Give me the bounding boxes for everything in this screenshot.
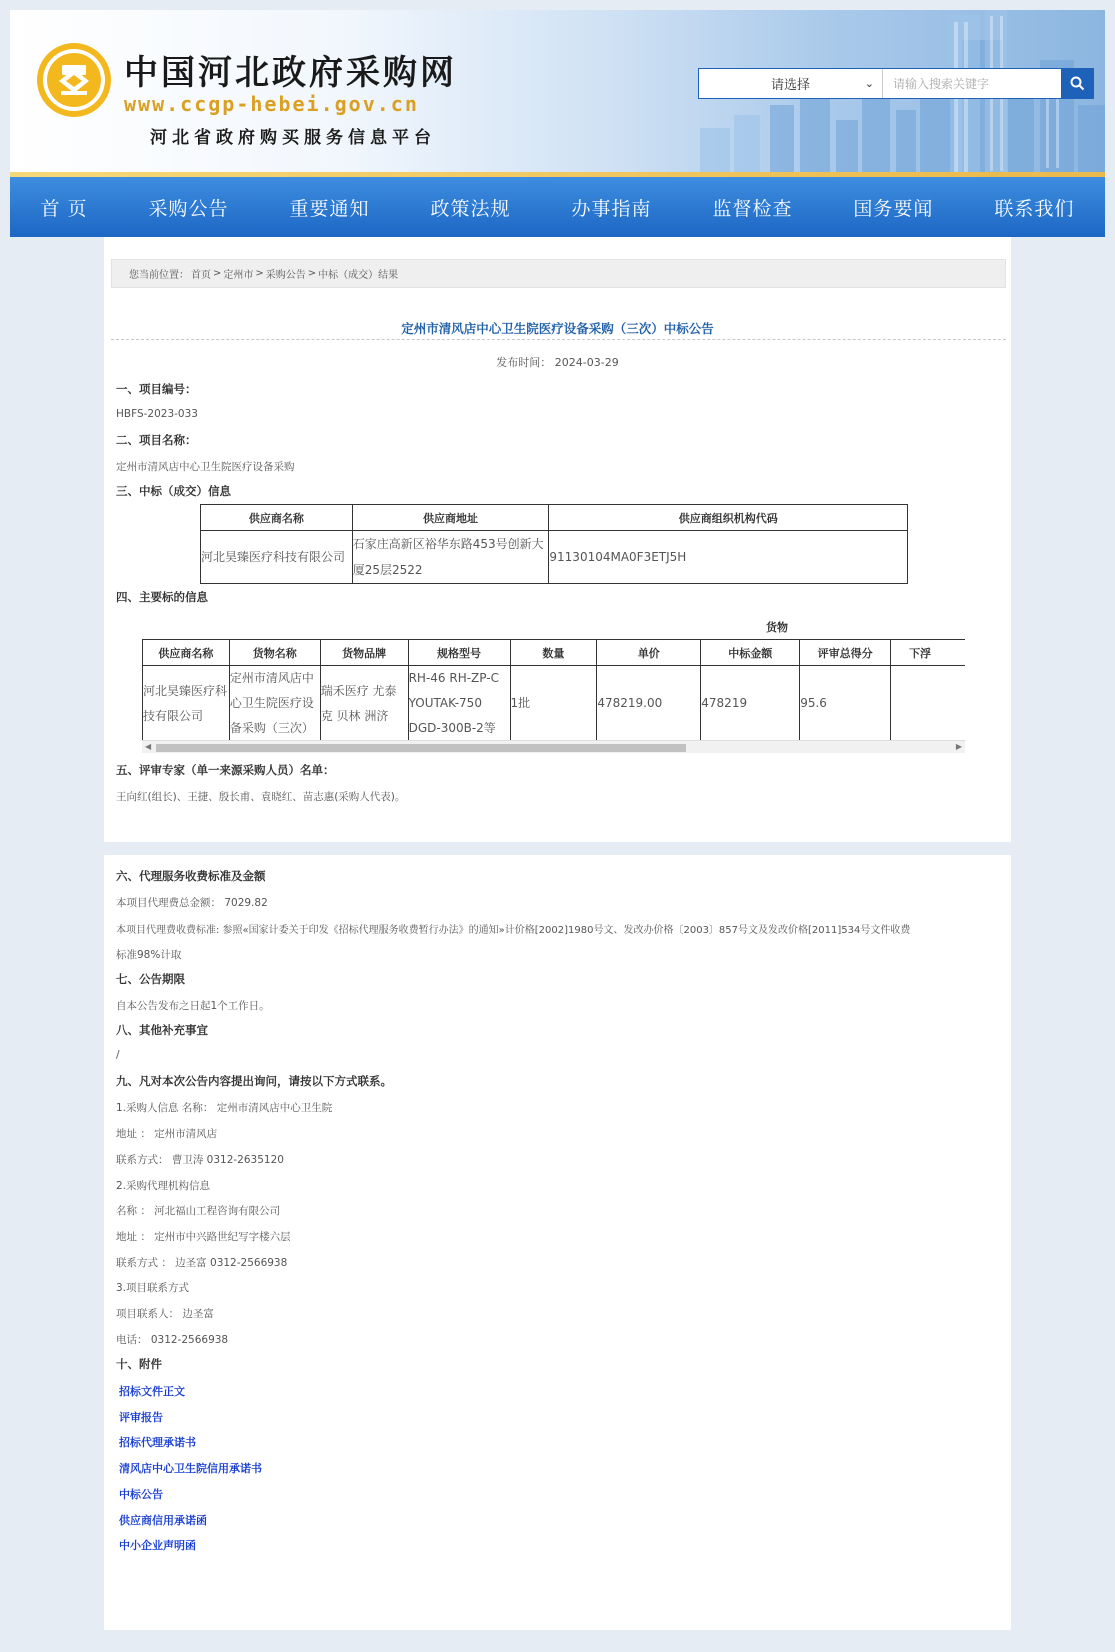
section-agency-fee-title: 六、代理服务收费标准及金额 (116, 869, 266, 883)
attachment-link[interactable]: 中标公告 (119, 1488, 163, 1501)
breadcrumb-prefix: 您当前位置： (129, 270, 189, 281)
table-header: 供应商名称 (201, 505, 353, 531)
search-category-value: 请选择 (770, 78, 810, 93)
section-main-items-title: 四、主要标的信息 (116, 590, 208, 604)
site-header (10, 10, 1105, 177)
search-button[interactable] (1061, 68, 1094, 99)
contact-line: 3.项目联系方式 (116, 1282, 190, 1294)
section-other-matters-title: 八、其他补充事宜 (116, 1023, 208, 1037)
contact-line: 名称 ： 河北福山工程咨询有限公司 (116, 1205, 281, 1217)
table-cell: 478219.00 (597, 666, 701, 742)
nav-policies[interactable]: 政策法规 (430, 197, 511, 220)
table-cell: 石家庄高新区裕华东路453号创新大厦25层2522 (352, 531, 549, 584)
announcement-period: 自本公告发布之日起1个工作日。 (116, 1000, 270, 1012)
contact-line: 1.采购人信息 名称： 定州市清风店中心卫生院 (116, 1102, 333, 1114)
attachment-link[interactable]: 评审报告 (119, 1411, 163, 1424)
table-cell: 478219 (701, 666, 800, 742)
section-award-info-title: 三、中标（成交）信息 (116, 484, 231, 498)
other-matters: / (116, 1049, 120, 1061)
chevron-down-icon: ⌄ (864, 77, 874, 90)
section-contact-title: 九、凡对本次公告内容提出询问，请按以下方式联系。 (116, 1074, 392, 1088)
site-domain: www.ccgp-hebei.gov.cn (124, 92, 419, 116)
table-header: 供应商组织机构代码 (549, 505, 908, 531)
breadcrumb-separator: > (255, 268, 264, 279)
contact-line: 2.采购代理机构信息 (116, 1180, 211, 1192)
logo-emblem-icon (35, 41, 113, 119)
scroll-left-icon[interactable]: ◀ (145, 742, 152, 751)
search-icon (1070, 76, 1085, 91)
nav-guide[interactable]: 办事指南 (571, 197, 652, 220)
agency-fee-amount: 本项目代理费总金额： 7029.82 (116, 897, 268, 909)
table-cell: 河北昊臻医疗科技有限公司 (201, 531, 353, 584)
table-header: 数量 (510, 640, 597, 666)
attachment-link[interactable]: 清风店中心卫生院信用承诺书 (119, 1462, 262, 1475)
site-subtitle: 河北省政府购买服务信息平台 (150, 128, 436, 148)
table-header: 规格型号 (408, 640, 510, 666)
section-project-name-title: 二、项目名称： (116, 433, 197, 447)
table-cell (891, 666, 965, 742)
contact-line: 电话： 0312-2566938 (116, 1334, 229, 1346)
table-row (201, 531, 908, 584)
scroll-right-icon[interactable]: ▶ (955, 742, 962, 751)
section-project-number-title: 一、项目编号： (116, 382, 197, 396)
contact-line: 地址 ： 定州市清风店 (116, 1128, 218, 1140)
supplier-table (200, 504, 908, 584)
breadcrumb (111, 259, 1006, 288)
table-header: 中标金额 (701, 640, 800, 666)
goods-table-container (142, 613, 965, 758)
nav-state-news[interactable]: 国务要闻 (853, 197, 934, 220)
section-experts-title: 五、评审专家（单一来源采购人员）名单： (116, 763, 335, 777)
nav-home[interactable]: 首 页 (40, 197, 88, 220)
content-panel-bottom (104, 855, 1011, 1630)
contact-line: 联系方式： 曹卫涛 0312-2635120 (116, 1154, 284, 1166)
breadcrumb-separator: > (307, 268, 317, 279)
table-cell: 定州市清风店中心卫生院医疗设备采购（三次） (229, 666, 320, 742)
agency-fee-standard: 本项目代理费收费标准: 参照«国家计委关于印发《招标代理服务收费暂行办法》的通知»计价格[2002]1980号文、发改办价格〔2003〕857号文及发改价格[2011]534号文件收费 (116, 925, 911, 936)
table-header-row (143, 640, 966, 666)
goods-group-label: 货物 (766, 621, 788, 634)
breadcrumb-city[interactable]: 定州市 (223, 270, 254, 281)
content-panel-top (104, 237, 1011, 842)
search-category-select[interactable] (699, 69, 883, 98)
section-announcement-period-title: 七、公告期限 (116, 972, 185, 986)
breadcrumb-current: 中标（成交）结果 (318, 270, 399, 281)
search-box (698, 68, 1094, 99)
nav-contact[interactable]: 联系我们 (994, 197, 1075, 220)
nav-procurement-notices[interactable]: 采购公告 (148, 197, 229, 220)
section-attachments-title: 十、附件 (116, 1357, 162, 1371)
contact-line: 地址 ： 定州市中兴路世纪写字楼六层 (116, 1231, 291, 1243)
table-header: 单价 (597, 640, 701, 666)
title-divider (111, 339, 1006, 340)
breadcrumb-home[interactable]: 首页 (191, 270, 211, 281)
table-header: 供应商名称 (143, 640, 230, 666)
table-header-row (201, 505, 908, 531)
attachment-link[interactable]: 供应商信用承诺函 (119, 1514, 207, 1527)
breadcrumb-notices[interactable]: 采购公告 (265, 270, 306, 281)
main-nav (10, 177, 1105, 237)
site-title: 中国河北政府采购网 (124, 53, 457, 93)
attachment-link[interactable]: 招标文件正文 (119, 1385, 185, 1398)
table-cell: 95.6 (800, 666, 891, 742)
attachment-link[interactable]: 招标代理承诺书 (119, 1436, 196, 1449)
contact-line: 联系方式 ： 边圣富 0312-2566938 (116, 1257, 288, 1269)
agency-fee-standard-cont: 标准98%计取 (116, 949, 182, 961)
table-header: 货物品牌 (320, 640, 408, 666)
goods-group-header (142, 613, 965, 639)
breadcrumb-separator: > (213, 268, 222, 279)
publish-time: 发布时间： 2024-03-29 (496, 356, 619, 369)
table-header: 下浮 (891, 640, 965, 666)
search-input[interactable] (883, 69, 1061, 98)
table-cell: RH-46 RH-ZP-C YOUTAK-750 DGD-300B-2等 (408, 666, 510, 742)
goods-table (142, 639, 965, 742)
project-number: HBFS-2023-033 (116, 408, 198, 420)
experts-list: 王向红(组长)、王捷、殷长甫、袁晓红、苗志惠(采购人代表)。 (116, 791, 406, 803)
table-header: 评审总得分 (800, 640, 891, 666)
nav-supervision[interactable]: 监督检查 (712, 197, 793, 220)
project-name: 定州市清风店中心卫生院医疗设备采购 (116, 461, 295, 473)
table-cell: 1批 (510, 666, 597, 742)
table-cell: 91130104MA0F3ETJ5H (549, 531, 908, 584)
horizontal-scrollbar[interactable] (142, 740, 965, 753)
attachment-link[interactable]: 中小企业声明函 (119, 1539, 196, 1552)
table-cell: 河北昊臻医疗科技有限公司 (143, 666, 230, 742)
nav-important-notices[interactable]: 重要通知 (289, 197, 370, 220)
table-header: 货物名称 (229, 640, 320, 666)
scrollbar-thumb[interactable] (156, 744, 686, 752)
article-title: 定州市清风店中心卫生院医疗设备采购（三次）中标公告 (401, 321, 714, 336)
table-row (143, 666, 966, 742)
contact-line: 项目联系人： 边圣富 (116, 1308, 214, 1320)
table-header: 供应商地址 (352, 505, 549, 531)
table-cell: 瑞禾医疗 尤泰克 贝林 洲济 (320, 666, 408, 742)
